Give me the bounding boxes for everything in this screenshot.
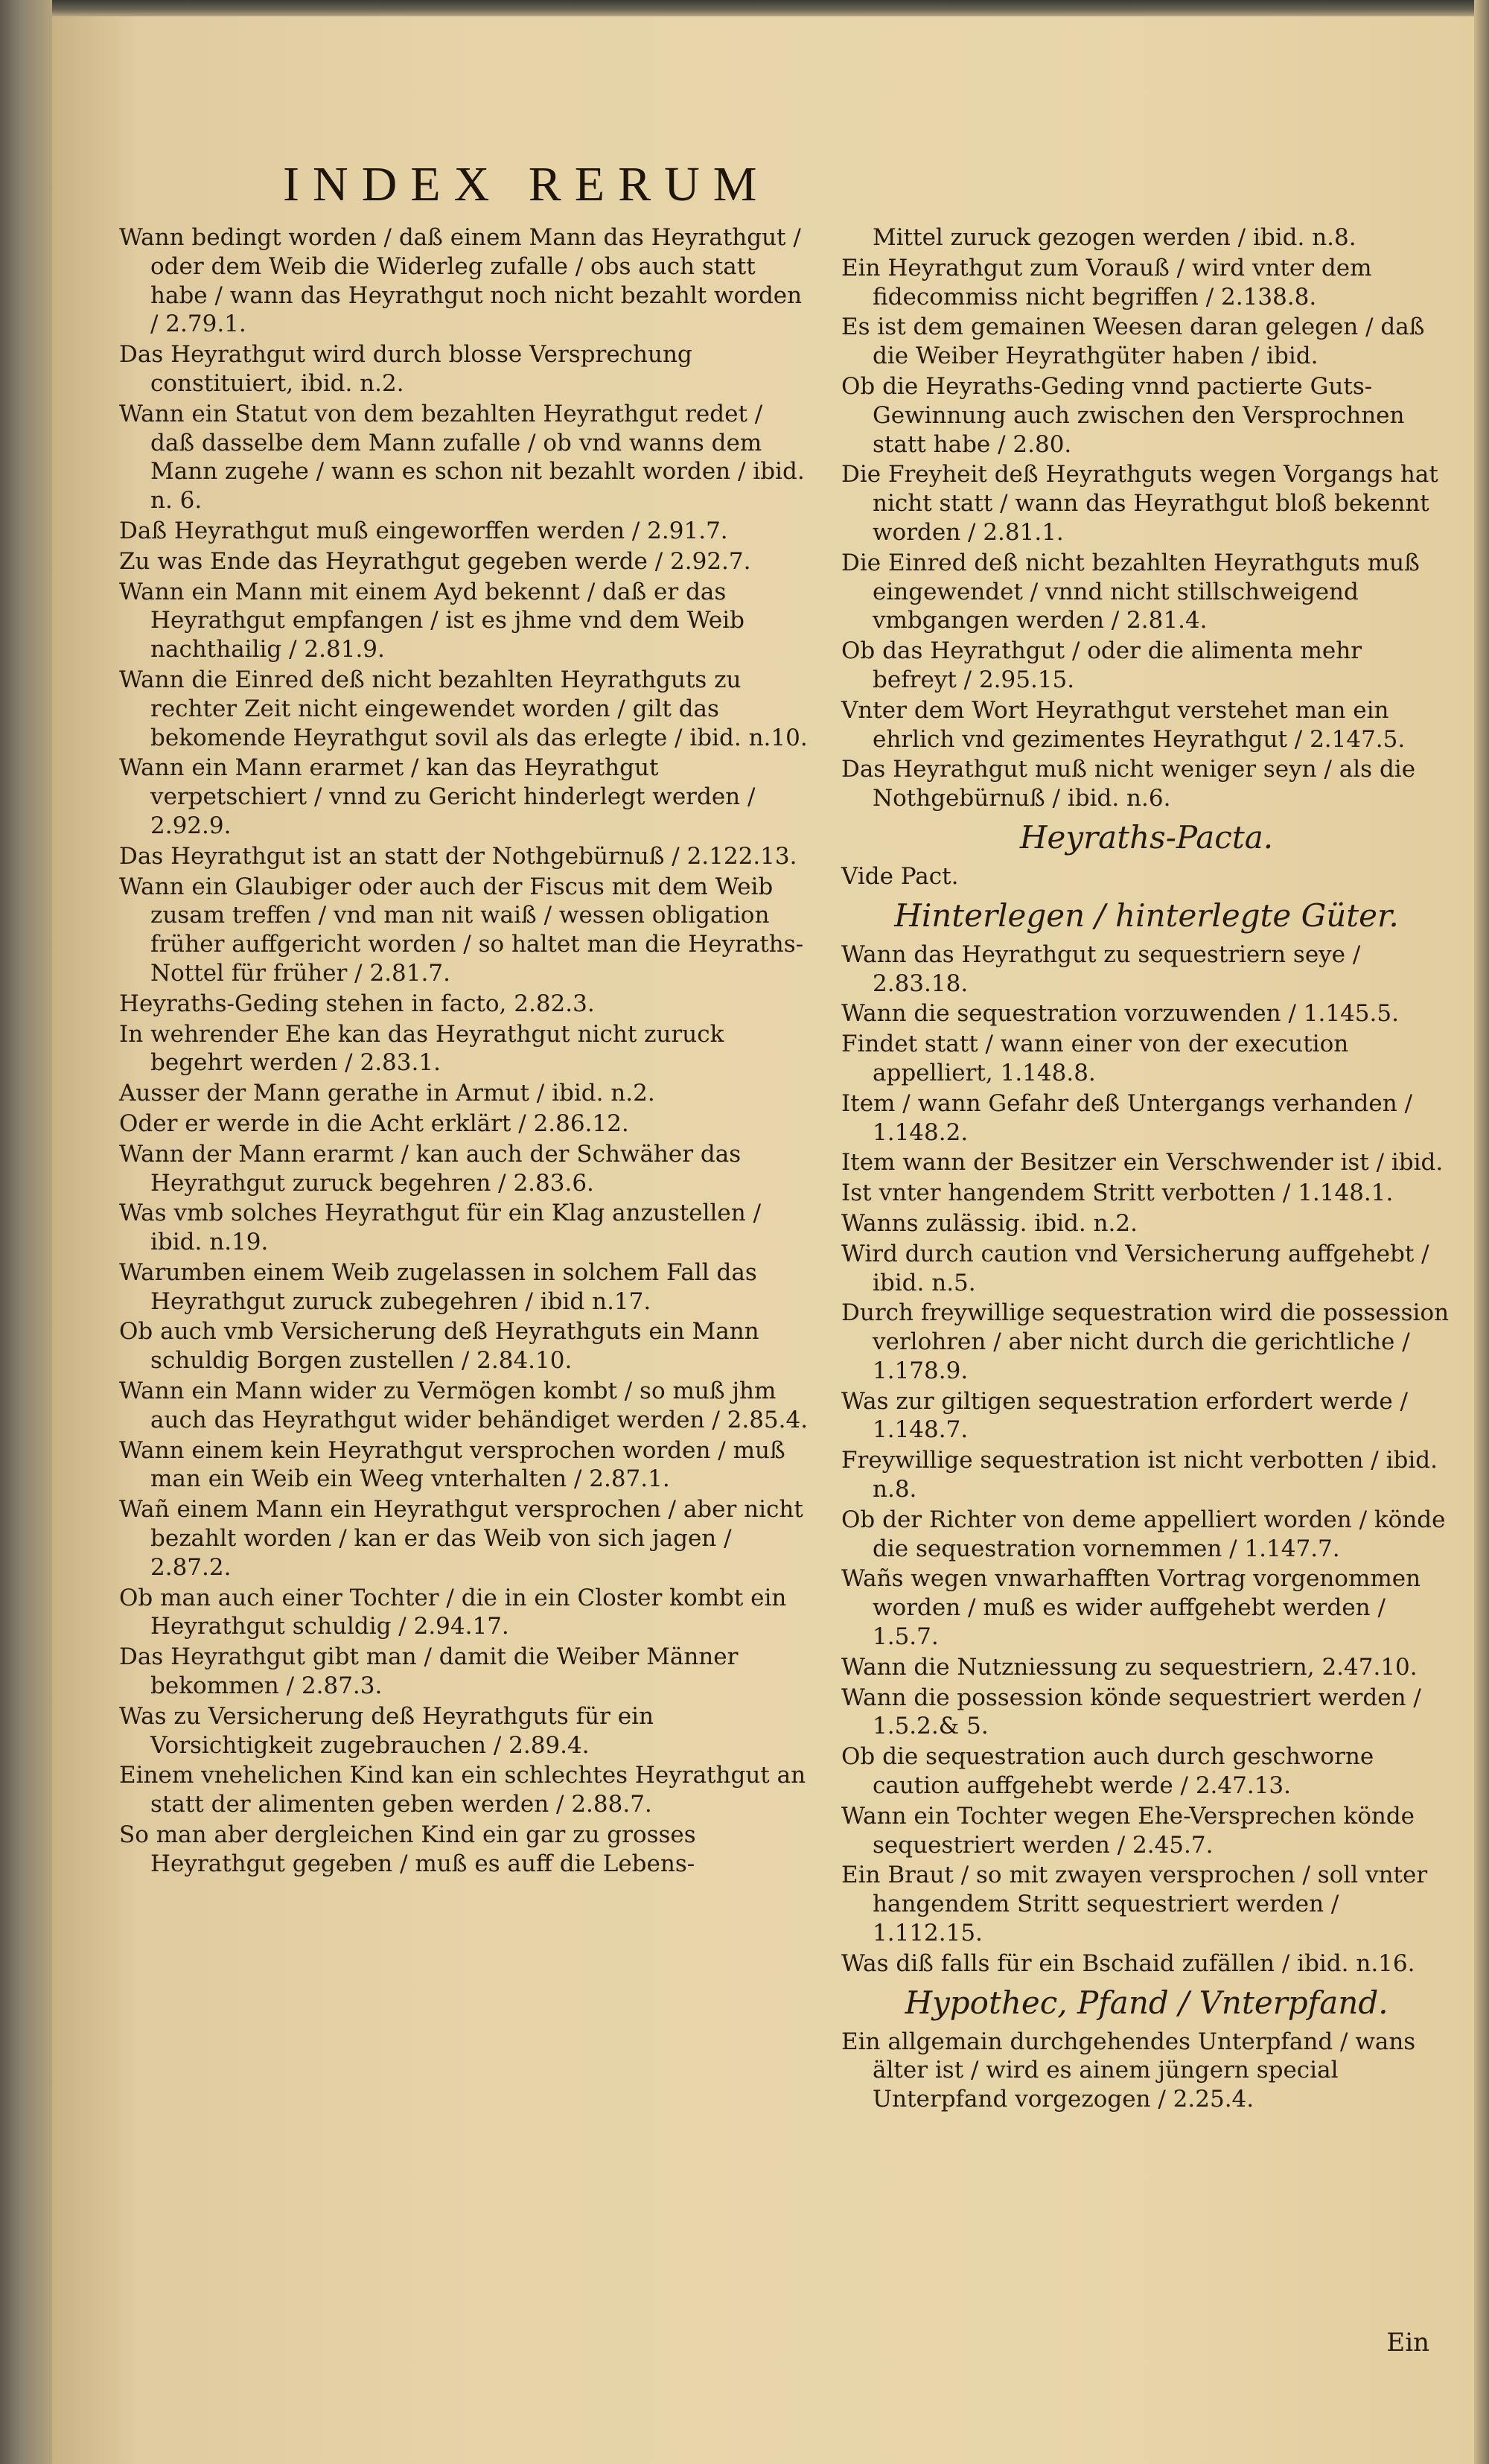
index-entry: Das Heyrathgut ist an statt der Nothgebürnuß / 2.122.13.: [119, 842, 797, 870]
index-entry: Ob das Heyrathgut / oder die alimenta mehr befreyt / 2.95.15.: [841, 637, 1362, 693]
index-entry: Wanns zulässig. ibid. n.2.: [841, 1209, 1138, 1237]
index-entry: Durch freywillige sequestration wird die possession verlohren / aber nicht durch die gerichtliche / 1.178.9.: [841, 1299, 1450, 1384]
index-entry: Ob die sequestration auch durch geschworne caution auffgehebt werde / 2.47.13.: [841, 1743, 1374, 1800]
index-entry: Die Freyheit deß Heyrathguts wegen Vorgangs hat nicht statt / wann das Heyrathgut bloß bekennt worden / 2.81.1.: [841, 461, 1438, 546]
index-entry: So man aber dergleichen Kind ein gar zu grosses Heyrathgut gegeben / muß es auff die Lebens-: [119, 1821, 696, 1877]
index-entry: Ob die Heyraths-Geding vnnd pactierte Guts-Gewinnung auch zwischen den Versprochnen statt habe / 2.80.: [841, 372, 1405, 458]
catchword: Ein: [1386, 2328, 1429, 2358]
index-entry: Das Heyrathgut wird durch blosse Versprechung constituiert, ibid. n.2.: [119, 341, 692, 397]
index-entry: Wann das Heyrathgut zu sequestriern seye / 2.83.18.: [841, 940, 1361, 997]
index-entry: Das Heyrathgut muß nicht weniger seyn / als die Nothgebürnuß / ibid. n.6.: [841, 756, 1416, 812]
page-header-title: INDEX RERUM: [283, 157, 771, 211]
index-entry: Wañs wegen vnwarhafften Vortrag vorgenommen worden / muß es wider auffgehebt werden / 1.5.7.: [841, 1565, 1421, 1651]
index-entry: Ein Braut / so mit zwayen versprochen / soll vnter hangendem Stritt sequestriert werden / 1.112.15.: [841, 1862, 1428, 1947]
index-entry: Findet statt / wann einer von der execution appelliert, 1.148.8.: [841, 1031, 1349, 1086]
index-entry: Wann der Mann erarmt / kan auch der Schwäher das Heyrathgut zuruck begehren / 2.83.6.: [119, 1140, 742, 1197]
index-entry: Ob der Richter von deme appelliert worden / könde die sequestration vornemmen / 1.147.7.: [841, 1506, 1446, 1562]
section-heading-heyraths-pacta: Heyraths-Pacta.: [1019, 818, 1274, 856]
index-entry: Wann die sequestration vorzuwenden / 1.145.5.: [841, 1000, 1399, 1028]
index-entry: Ein allgemain durchgehendes Unterpfand / wans älter ist / wird es ainem jüngern special Unterpfand vorgezogen / 2.25.4.: [841, 2028, 1416, 2113]
index-entry: Item / wann Gefahr deß Untergangs verhanden / 1.148.2.: [841, 1089, 1413, 1146]
index-entry: Wird durch caution vnd Versicherung auffgehebt / ibid. n.5.: [841, 1240, 1429, 1296]
index-entry: Was vmb solches Heyrathgut für ein Klag anzustellen / ibid. n.19.: [119, 1200, 762, 1256]
index-entry: Wann bedingt worden / daß einem Mann das Heyrathgut / oder dem Weib die Widerleg zufalle / obs auch statt habe / wann das Heyrathgut noch nicht bezahlt worden / 2.79.1.: [119, 224, 803, 338]
index-entry: In wehrender Ehe kan das Heyrathgut nicht zuruck begehrt werden / 2.83.1.: [119, 1020, 724, 1077]
index-entry: Ausser der Mann gerathe in Armut / ibid. n.2.: [119, 1080, 655, 1107]
index-entry: Ist vnter hangendem Stritt verbotten / 1.148.1.: [841, 1180, 1394, 1207]
index-entry: Heyraths-Geding stehen in facto, 2.82.3.: [119, 990, 595, 1017]
index-entry: Zu was Ende das Heyrathgut gegeben werde / 2.92.7.: [119, 547, 751, 575]
index-entry: Wann ein Tochter wegen Ehe-Versprechen könde sequestriert werden / 2.45.7.: [841, 1802, 1415, 1859]
index-entry: Was diß falls für ein Bschaid zufällen / ibid. n.16.: [841, 1949, 1415, 1977]
index-entry: Wann ein Mann wider zu Vermögen kombt / so muß jhm auch das Heyrathgut wider behändiget werden / 2.85.4.: [119, 1378, 809, 1433]
index-entry: Es ist dem gemainen Weesen daran gelegen / daß die Weiber Heyrathgüter haben / ibid.: [841, 313, 1425, 370]
index-entry: Oder er werde in die Acht erklärt / 2.86.12.: [119, 1110, 629, 1137]
index-entry: Vnter dem Wort Heyrathgut verstehet man ein ehrlich vnd gezimentes Heyrathgut / 2.147.5.: [841, 696, 1406, 753]
index-entry: Wann ein Statut von dem bezahlten Heyrathgut redet / daß dasselbe dem Mann zufalle / ob vnd wanns dem Mann zugehe / wann es schon nit bezahlt worden / ibid. n. 6.: [119, 400, 805, 515]
book-top-edge: [52, 0, 1489, 16]
index-entry: Daß Heyrathgut muß eingeworffen werden / 2.91.7.: [119, 517, 728, 544]
index-entry: Ob auch vmb Versicherung deß Heyrathguts ein Mann schuldig Borgen zustellen / 2.84.10.: [119, 1318, 759, 1375]
index-entry: Freywillige sequestration ist nicht verbotten / ibid. n.8.: [841, 1447, 1438, 1503]
index-entry: Wann die possession könde sequestriert werden / 1.5.2.& 5.: [841, 1684, 1421, 1740]
index-entry: Wann einem kein Heyrathgut versprochen worden / muß man ein Weib ein Weeg vnterhalten / 2.87.1.: [119, 1436, 785, 1493]
right-column: [841, 223, 1452, 2116]
index-entry: Wann die Nutzniessung zu sequestriern, 2.47.10.: [841, 1653, 1418, 1681]
section-heading-hinterlegen: Hinterlegen / hinterlegte Güter.: [894, 897, 1399, 934]
index-entry: Das Heyrathgut gibt man / damit die Weiber Männer bekommen / 2.87.3.: [119, 1643, 739, 1700]
index-entry: Warumben einem Weib zugelassen in solchem Fall das Heyrathgut zuruck zubegehren / ibid n.17.: [119, 1258, 757, 1315]
index-entry: Die Einred deß nicht bezahlten Heyrathguts muß eingewendet / vnnd nicht stillschweigend vmbgangen werden / 2.81.4.: [841, 549, 1420, 634]
left-column: [119, 223, 812, 1880]
page-right-edge: [1474, 0, 1489, 2464]
index-entry: Was zu Versicherung deß Heyrathguts für ein Vorsichtigkeit zugebrauchen / 2.89.4.: [119, 1702, 654, 1759]
cross-reference: Vide Pact.: [841, 862, 959, 890]
index-entry: Wann ein Mann erarmet / kan das Heyrathgut verpetschiert / vnnd zu Gericht hinderlegt werden / 2.92.9.: [119, 754, 756, 839]
index-entry: Wann die Einred deß nicht bezahlten Heyrathguts zu rechter Zeit nicht eingewendet worden / gilt das bekomende Heyrathgut sovil als das erlegte / ibid. n.10.: [119, 666, 808, 751]
index-entry: Ein Heyrathgut zum Vorauß / wird vnter dem fidecommiss nicht begriffen / 2.138.8.: [841, 254, 1372, 311]
section-heading-hypothec: Hypothec, Pfand / Vnterpfand.: [905, 1984, 1388, 2021]
index-entry: Wañ einem Mann ein Heyrathgut versprochen / aber nicht bezahlt worden / kan er das Weib von sich jagen / 2.87.2.: [119, 1496, 803, 1581]
index-entry: Einem vnehelichen Kind kan ein schlechtes Heyrathgut an statt der alimenten geben werden / 2.88.7.: [119, 1762, 806, 1818]
index-entry: Was zur giltigen sequestration erfordert werde / 1.148.7.: [841, 1387, 1408, 1444]
index-entry: Item wann der Besitzer ein Verschwender ist / ibid.: [841, 1149, 1444, 1177]
index-entry-continued: Mittel zuruck gezogen werden / ibid. n.8.: [873, 224, 1356, 251]
index-entry: Wann ein Glaubiger oder auch der Fiscus mit dem Weib zusam treffen / vnd man nit waiß / wessen obligation früher auffgericht worden / so haltet man die Heyraths-Nottel für früher / 2.81.7.: [119, 873, 804, 987]
index-entry: Wann ein Mann mit einem Ayd bekennt / daß er das Heyrathgut empfangen / ist es jhme vnd dem Weib nachthailig / 2.81.9.: [119, 578, 745, 663]
index-entry: Ob man auch einer Tochter / die in ein Closter kombt ein Heyrathgut schuldig / 2.94.17.: [119, 1584, 787, 1640]
book-binding: [0, 0, 52, 2464]
